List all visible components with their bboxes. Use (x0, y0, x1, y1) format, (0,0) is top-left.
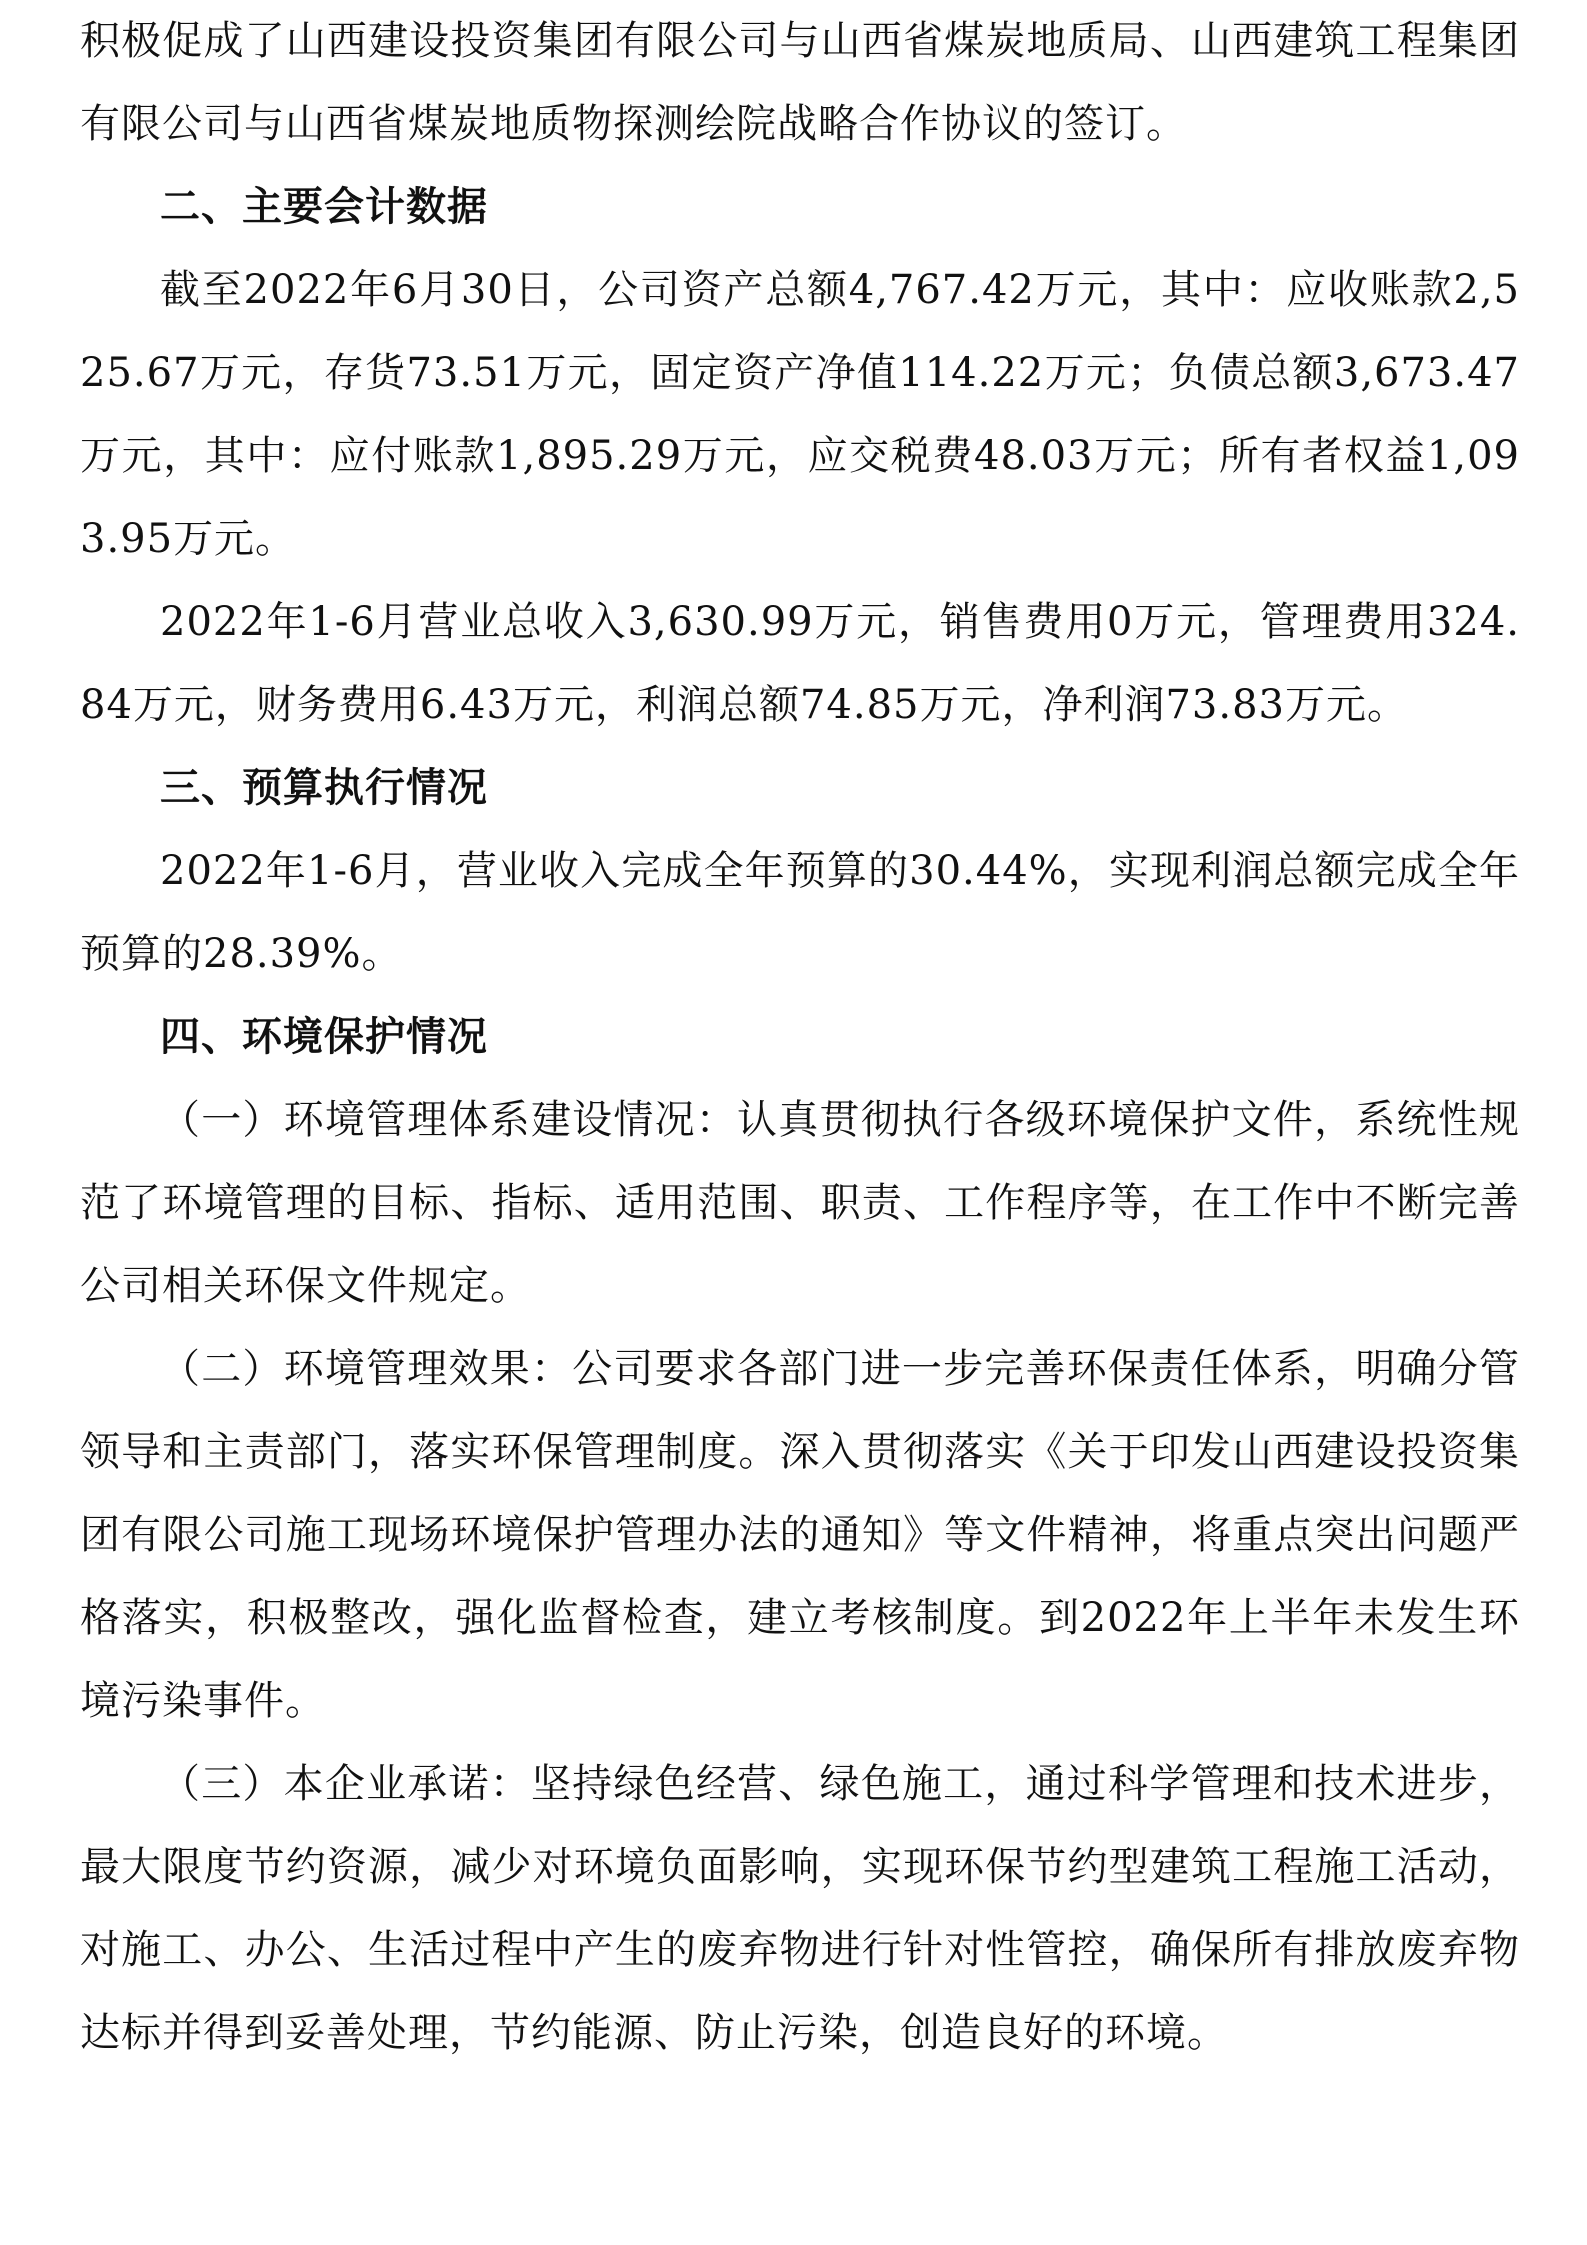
paragraph-assets: 截至2022年6月30日，公司资产总额4,767.42万元，其中：应收账款2,525.67万元，存货73.51万元，固定资产净值114.22万元；负债总额3,673.47万元，其中：应付账款1,895.29万元，应交税费48.03万元；所有者权益1,093.95万元。 (80, 267, 1520, 562)
paragraph-env-system: （一）环境管理体系建设情况：认真贯彻执行各级环境保护文件，系统性规范了环境管理的目标、指标、适用范围、职责、工作程序等，在工作中不断完善公司相关环保文件规定。 (80, 1097, 1520, 1309)
heading-environment: 四、环境保护情况 (160, 1014, 488, 1060)
heading-accounting-data: 二、主要会计数据 (160, 184, 488, 230)
paragraph-cooperation: 积极促成了山西建设投资集团有限公司与山西省煤炭地质局、山西建筑工程集团有限公司与山西省煤炭地质物探测绘院战略合作协议的签订。 (80, 18, 1520, 147)
paragraph-env-effect: （二）环境管理效果：公司要求各部门进一步完善环保责任体系，明确分管领导和主责部门，落实环保管理制度。深入贯彻落实《关于印发山西建设投资集团有限公司施工现场环境保护管理办法的通知》等文件精神，将重点突出问题严格落实，积极整改，强化监督检查，建立考核制度。到2022年上半年未发生环境污染事件。 (80, 1346, 1520, 1724)
paragraph-income: 2022年1-6月营业总收入3,630.99万元，销售费用0万元，管理费用324.84万元，财务费用6.43万元，利润总额74.85万元，净利润73.83万元。 (80, 599, 1520, 728)
document-body (80, 0, 1520, 2075)
heading-budget: 三、预算执行情况 (160, 765, 488, 811)
paragraph-budget: 2022年1-6月，营业收入完成全年预算的30.44%，实现利润总额完成全年预算的28.39%。 (80, 848, 1520, 977)
paragraph-env-commitment: （三）本企业承诺：坚持绿色经营、绿色施工，通过科学管理和技术进步，最大限度节约资源，减少对环境负面影响，实现环保节约型建筑工程施工活动，对施工、办公、生活过程中产生的废弃物进行针对性管控，确保所有排放废弃物达标并得到妥善处理，节约能源、防止污染，创造良好的环境。 (80, 1761, 1520, 2056)
